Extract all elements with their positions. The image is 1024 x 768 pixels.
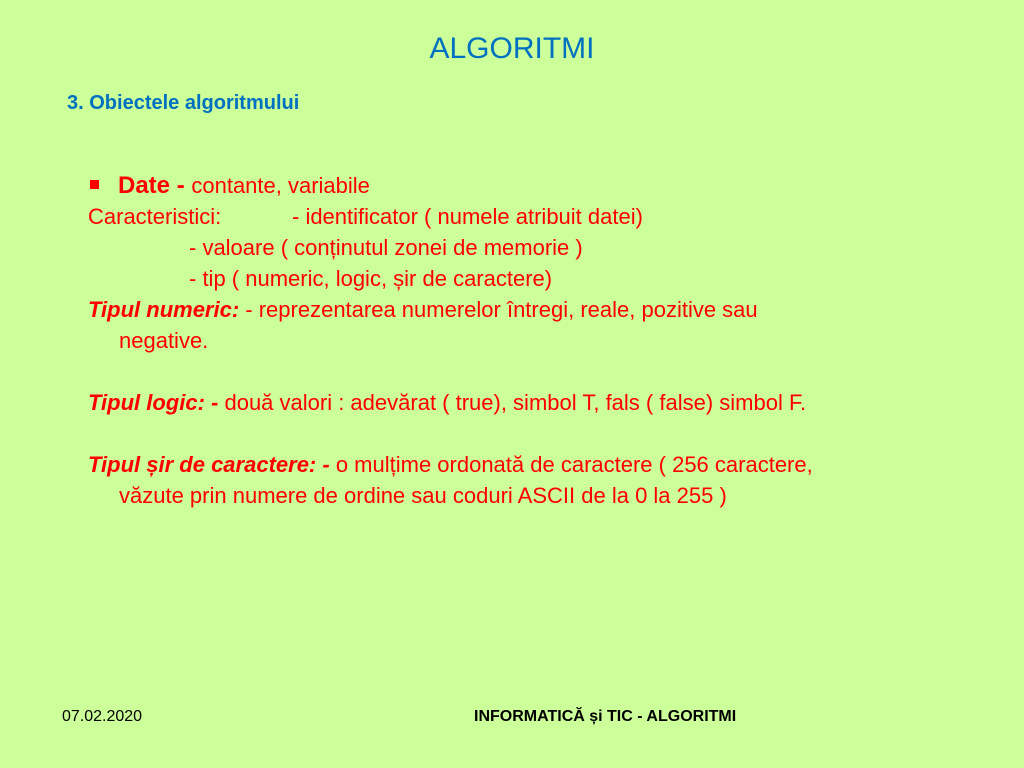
logic-text: două valori : adevărat ( true), simbol T, fals ( false) simbol F.	[218, 390, 807, 415]
sir-label: Tipul șir de caractere: -	[88, 452, 330, 477]
char-identificator: - identificator ( numele atribuit datei)	[292, 204, 643, 229]
sir-text-cont: văzute prin numere de ordine sau coduri ASCII de la 0 la 255 )	[119, 483, 727, 508]
spacer	[88, 356, 968, 387]
numeric-text: - reprezentarea numerelor întregi, reale, pozitive sau	[239, 297, 758, 322]
caracteristici-line	[88, 201, 968, 232]
bullet-line-date	[88, 170, 968, 201]
date-label: Date -	[118, 172, 192, 199]
slide-title: ALGORITMI	[429, 32, 595, 65]
square-bullet-icon	[90, 180, 99, 189]
slide-content	[88, 170, 968, 511]
spacer	[88, 418, 968, 449]
numeric-label: Tipul numeric:	[88, 297, 240, 322]
logic-line	[88, 387, 968, 418]
date-text: contante, variabile	[191, 173, 370, 198]
numeric-text-cont: negative.	[119, 328, 209, 353]
slide-subtitle: 3. Obiectele algoritmului	[67, 92, 300, 114]
caracteristici-label: Caracteristici:	[88, 204, 222, 229]
char-tip: - tip ( numeric, logic, șir de caractere)	[189, 266, 553, 291]
numeric-line	[88, 294, 968, 325]
sir-text: o mulțime ordonată de caractere ( 256 caractere,	[329, 452, 813, 477]
footer-date: 07.02.2020	[62, 708, 143, 725]
sir-line	[88, 449, 968, 480]
footer-title: INFORMATICĂ și TIC - ALGORITMI	[474, 708, 737, 725]
logic-label: Tipul logic: -	[88, 390, 219, 415]
char-valoare: - valoare ( conținutul zonei de memorie )	[189, 235, 583, 260]
